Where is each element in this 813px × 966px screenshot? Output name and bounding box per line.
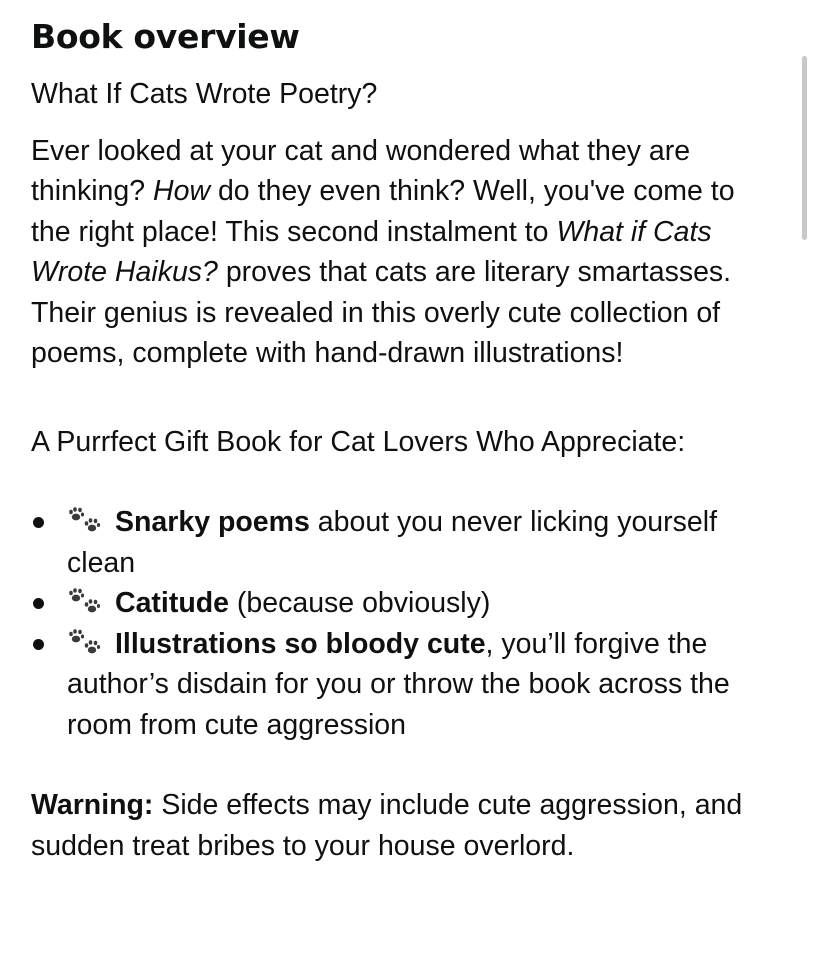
book-overview-section: [31, 14, 781, 866]
description-text-2: do they even think? Well, you've come to the right place! This second instalment to: [31, 175, 735, 248]
feature-list: [31, 502, 781, 745]
feature-bold: Illustrations so bloody cute: [115, 627, 486, 660]
warning-text: Side effects may include cute aggression, and sudden treat bribes to your house overlord.: [31, 789, 743, 862]
spacer: [31, 374, 781, 422]
bullet-dot: [33, 598, 44, 609]
description-italic-title: What if Cats Wrote Haikus?: [31, 215, 712, 288]
book-subtitle: What If Cats Wrote Poetry?: [31, 78, 378, 110]
paw-prints-icon: [67, 628, 105, 658]
spacer: [31, 462, 781, 502]
gift-intro: A Purrfect Gift Book for Cat Lovers Who Appreciate:: [31, 425, 686, 458]
feature-text: , you’ll forgive the author’s disdain for you or throw the book across the room from cute aggression: [67, 627, 730, 741]
warning-note: [31, 785, 781, 866]
spacer: [31, 745, 781, 785]
feature-bold: Snarky poems: [115, 506, 310, 538]
book-description: [31, 131, 781, 374]
warning-label: Warning:: [31, 789, 154, 821]
feature-text: (because obviously): [229, 587, 491, 619]
paw-prints-icon: [67, 587, 105, 617]
description-italic-how: How: [153, 175, 211, 207]
bullet-dot: [33, 639, 44, 650]
feature-bold: Catitude: [115, 587, 229, 619]
bullet-dot: [33, 517, 44, 528]
list-item: [31, 583, 781, 624]
section-heading: Book overview: [31, 17, 300, 56]
list-item: [31, 502, 781, 583]
feature-text: about you never licking yourself clean: [67, 506, 717, 579]
scrollbar-thumb[interactable]: [802, 56, 807, 240]
paw-prints-icon: [67, 506, 105, 536]
description-text-1: Ever looked at your cat and wondered what they are thinking?: [31, 134, 691, 207]
list-item: [31, 624, 781, 746]
description-text-3: proves that cats are literary smartasses. Their genius is revealed in this overly cute collection of poems, complete with hand-drawn illustrations!: [31, 256, 732, 369]
